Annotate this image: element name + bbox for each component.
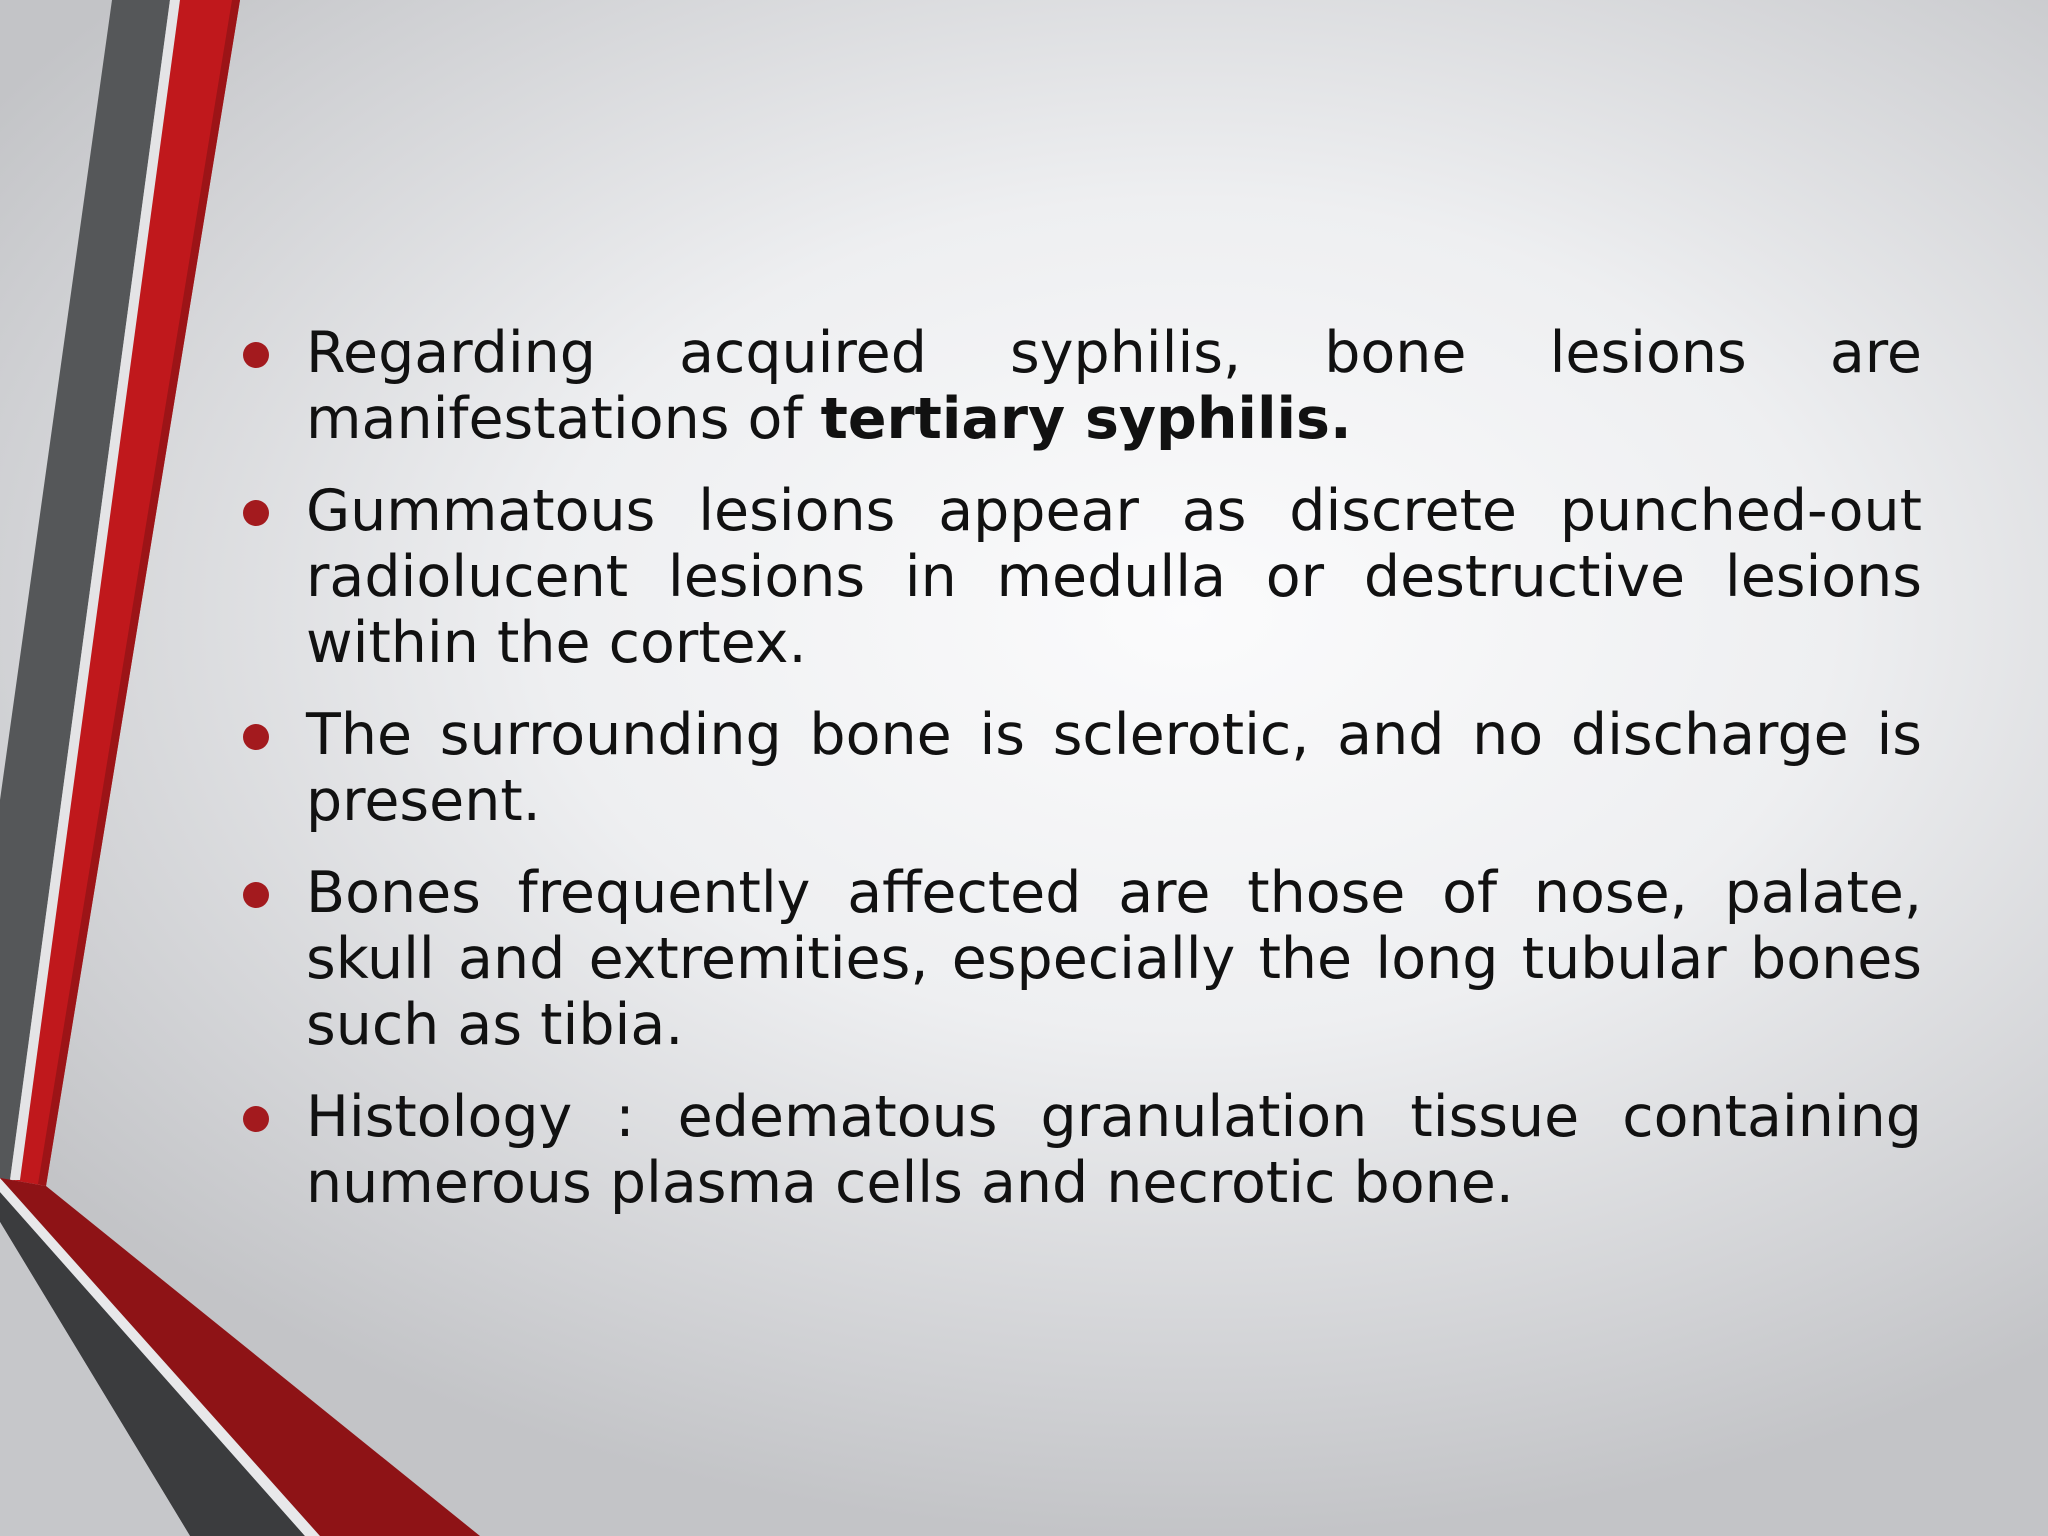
bullet-item bbox=[240, 320, 1922, 452]
bullet-dot-icon bbox=[243, 342, 269, 368]
bullet-dot-icon bbox=[243, 882, 269, 908]
bullet-list bbox=[240, 320, 1922, 1216]
bullet-text: Gummatous lesions appear as discrete punched-out radiolucent lesions in medulla or destructive lesions within the cortex. bbox=[306, 478, 1922, 676]
bullet-text: The surrounding bone is sclerotic, and no discharge is present. bbox=[306, 702, 1922, 834]
bullet-text: Histology : edematous granulation tissue containing numerous plasma cells and necrotic bone. bbox=[306, 1084, 1922, 1216]
bullet-item bbox=[240, 860, 1922, 1058]
bullet-bold-text: tertiary syphilis. bbox=[820, 386, 1352, 452]
bullet-dot-icon bbox=[243, 500, 269, 526]
bullet-dot-icon bbox=[243, 724, 269, 750]
bullet-dot-icon bbox=[243, 1106, 269, 1132]
bullet-item bbox=[240, 478, 1922, 676]
bullet-text: Bones frequently affected are those of nose, palate, skull and extremities, especially the long tubular bones such as tibia. bbox=[306, 860, 1922, 1058]
gray-band-top bbox=[0, 0, 170, 1180]
bullet-item bbox=[240, 1084, 1922, 1216]
slide-body bbox=[240, 320, 1922, 1242]
bullet-item bbox=[240, 702, 1922, 834]
bullet-text: Regarding acquired syphilis, bone lesions are manifestations of bbox=[306, 320, 1922, 452]
